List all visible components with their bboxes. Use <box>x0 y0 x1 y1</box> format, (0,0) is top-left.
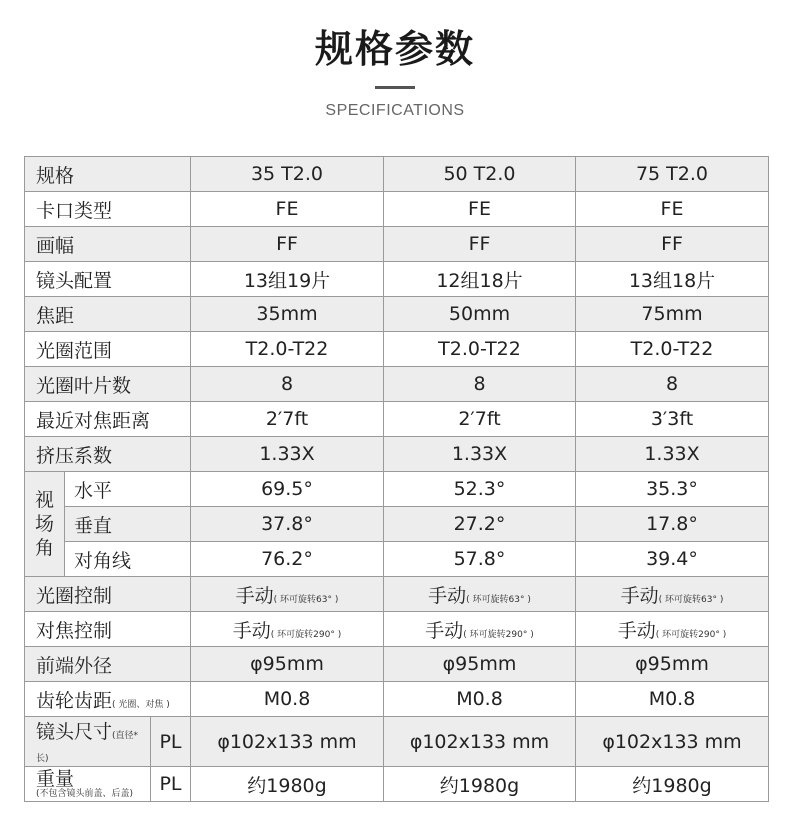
cell-50: T2.0-T22 <box>384 332 576 367</box>
table-row-mfd <box>25 402 769 437</box>
cell-75: M0.8 <box>576 682 769 717</box>
cell-35: 35mm <box>191 297 384 332</box>
row-label: 画幅 <box>25 227 191 262</box>
cell-35: 69.5° <box>191 472 384 507</box>
row-label: 最近对焦距离 <box>25 402 191 437</box>
cell-50: 50 T2.0 <box>384 157 576 192</box>
cell-35: 手动( 环可旋转290° ) <box>191 612 384 647</box>
cell-35: 76.2° <box>191 542 384 577</box>
table-row-gear <box>25 682 769 717</box>
cell-35: FF <box>191 227 384 262</box>
cell-35: φ102x133 mm <box>191 717 384 767</box>
fov-char: 场 <box>34 513 54 535</box>
row-label: 镜头尺寸(直径*长) <box>25 717 151 767</box>
cell-50: 27.2° <box>384 507 576 542</box>
row-label: 卡口类型 <box>25 192 191 227</box>
cell-35: M0.8 <box>191 682 384 717</box>
table-row-focal <box>25 297 769 332</box>
mount-label: PL <box>151 767 191 802</box>
cell-75: 1.33X <box>576 437 769 472</box>
row-label: 对焦控制 <box>25 612 191 647</box>
table-row-fov-vertical <box>25 507 769 542</box>
cell-35: T2.0-T22 <box>191 332 384 367</box>
cell-75: 17.8° <box>576 507 769 542</box>
cell-75: 手动( 环可旋转63° ) <box>576 577 769 612</box>
cell-50: 手动( 环可旋转290° ) <box>384 612 576 647</box>
page-subtitle: SPECIFICATIONS <box>325 102 465 119</box>
cell-50: 50mm <box>384 297 576 332</box>
cell-50: φ102x133 mm <box>384 717 576 767</box>
cell-35: 37.8° <box>191 507 384 542</box>
cell-50: 约1980g <box>384 767 576 802</box>
cell-75: 75 T2.0 <box>576 157 769 192</box>
cell-75: FE <box>576 192 769 227</box>
title-divider <box>375 86 415 89</box>
cell-75: 8 <box>576 367 769 402</box>
cell-35: 手动( 环可旋转63° ) <box>191 577 384 612</box>
row-label: 光圈控制 <box>25 577 191 612</box>
table-row-mount <box>25 192 769 227</box>
row-label: 齿轮齿距( 光圈、对焦 ) <box>25 682 191 717</box>
cell-50: FE <box>384 192 576 227</box>
cell-35: 约1980g <box>191 767 384 802</box>
row-label: 重量 (不包含镜头前盖、后盖) <box>25 767 151 802</box>
table-row-blades <box>25 367 769 402</box>
table-row-weight <box>25 767 769 802</box>
table-row-squeeze <box>25 437 769 472</box>
mount-label: PL <box>151 717 191 767</box>
table-row-size <box>25 717 769 767</box>
cell-35: φ95mm <box>191 647 384 682</box>
cell-50: 52.3° <box>384 472 576 507</box>
cell-35: 13组19片 <box>191 262 384 297</box>
cell-35: 35 T2.0 <box>191 157 384 192</box>
cell-75: 手动( 环可旋转290° ) <box>576 612 769 647</box>
row-label: 光圈范围 <box>25 332 191 367</box>
table-row-aperture <box>25 332 769 367</box>
cell-75: FF <box>576 227 769 262</box>
cell-75: 约1980g <box>576 767 769 802</box>
row-label: 光圈叶片数 <box>25 367 191 402</box>
table-row-fov-horizontal <box>25 472 769 507</box>
cell-75: 75mm <box>576 297 769 332</box>
page-title: 规格参数 <box>314 27 475 71</box>
table-row-iris-control <box>25 577 769 612</box>
cell-35: 2′7ft <box>191 402 384 437</box>
cell-75: φ102x133 mm <box>576 717 769 767</box>
cell-50: 12组18片 <box>384 262 576 297</box>
row-label: 挤压系数 <box>25 437 191 472</box>
row-label: 前端外径 <box>25 647 191 682</box>
table-row-fov-diagonal <box>25 542 769 577</box>
cell-75: 13组18片 <box>576 262 769 297</box>
row-label: 镜头配置 <box>25 262 191 297</box>
row-label: 垂直 <box>65 507 191 542</box>
row-label: 焦距 <box>25 297 191 332</box>
specifications-table <box>24 156 769 802</box>
row-label: 水平 <box>65 472 191 507</box>
cell-75: 35.3° <box>576 472 769 507</box>
cell-50: 2′7ft <box>384 402 576 437</box>
cell-50: 8 <box>384 367 576 402</box>
fov-char: 角 <box>34 537 54 559</box>
row-label: 对角线 <box>65 542 191 577</box>
cell-50: M0.8 <box>384 682 576 717</box>
cell-75: 3′3ft <box>576 402 769 437</box>
cell-35: 1.33X <box>191 437 384 472</box>
cell-35: FE <box>191 192 384 227</box>
cell-50: 57.8° <box>384 542 576 577</box>
cell-50: FF <box>384 227 576 262</box>
table-row-format <box>25 227 769 262</box>
row-label: 规格 <box>25 157 191 192</box>
table-row-spec <box>25 157 769 192</box>
fov-char: 视 <box>34 489 54 511</box>
cell-50: 手动( 环可旋转63° ) <box>384 577 576 612</box>
cell-50: 1.33X <box>384 437 576 472</box>
table-row-focus-control <box>25 612 769 647</box>
cell-75: T2.0-T22 <box>576 332 769 367</box>
cell-75: 39.4° <box>576 542 769 577</box>
table-row-front-diameter <box>25 647 769 682</box>
cell-50: φ95mm <box>384 647 576 682</box>
fov-group-label <box>25 472 65 577</box>
cell-75: φ95mm <box>576 647 769 682</box>
cell-35: 8 <box>191 367 384 402</box>
table-row-optics <box>25 262 769 297</box>
